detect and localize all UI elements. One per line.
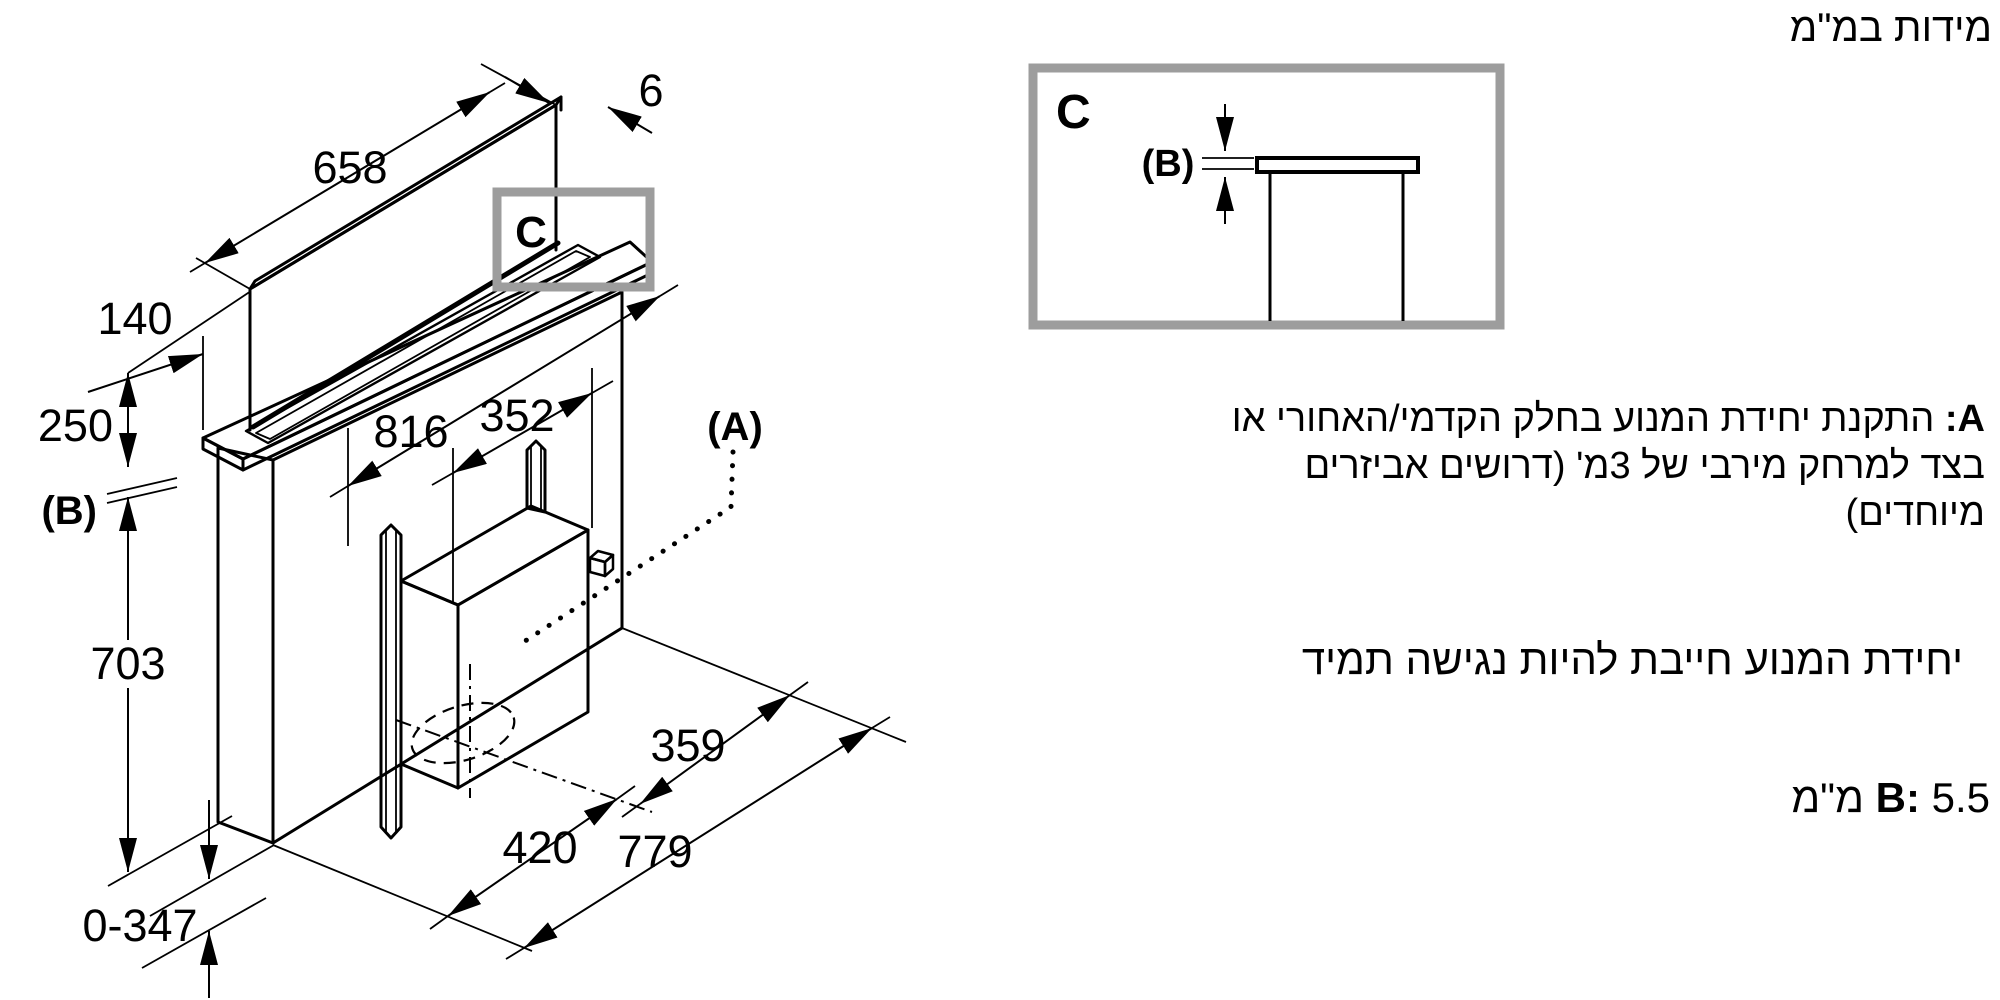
label-b: (B) — [41, 489, 97, 533]
detail-plate — [1257, 158, 1418, 172]
note-a-line3: מיוחדים) — [1845, 492, 1985, 534]
detail-c-box — [1033, 68, 1500, 325]
left-rail-lines — [386, 531, 396, 833]
connector-plug — [590, 551, 613, 576]
note-a-line2: בצד למרחק מירבי של 3מ' (דרושים אביזרים — [1304, 445, 1985, 487]
left-rail — [381, 525, 401, 838]
blower-centerlines — [396, 664, 652, 812]
detail-c-label: C — [1056, 86, 1091, 139]
dim-352: 352 — [479, 390, 555, 441]
note-b-value: 5.5 מ"מ — [1791, 774, 1990, 821]
page-title: מידות במ"מ — [1789, 6, 1992, 50]
top-plate-left-end — [203, 438, 243, 470]
note-a — [1232, 396, 1985, 537]
motor-box-top — [401, 506, 588, 605]
callout-c-label: C — [515, 208, 547, 257]
motor-box-front-left — [401, 581, 458, 788]
dimension-labels — [38, 65, 1194, 951]
detail-gap-label: (B) — [1141, 143, 1195, 185]
label-a: (A) — [707, 405, 763, 449]
dim-140: 140 — [97, 293, 173, 344]
dim-703: 703 — [90, 638, 166, 689]
detail-c-frame — [1033, 68, 1500, 325]
a-dotted-leader — [519, 452, 733, 645]
note-b — [1791, 774, 1990, 822]
dim-359: 359 — [650, 720, 726, 771]
note-a-label: A: — [1944, 398, 1985, 440]
dim-6: 6 — [638, 65, 664, 116]
note-b-label: B: — [1875, 774, 1920, 821]
note-motor-access: יחידת המנוע חייבת להיות נגישה תמיד — [1301, 636, 1963, 683]
right-rail-lines — [531, 447, 541, 511]
dim-816: 816 — [373, 406, 449, 457]
dim-250: 250 — [37, 400, 113, 451]
dimension-lines — [88, 77, 872, 998]
dim-0-347: 0-347 — [82, 900, 198, 951]
housing-left-face — [218, 448, 273, 843]
centerline-diagonal — [396, 720, 652, 812]
dim-658: 658 — [312, 142, 388, 193]
right-rail — [527, 441, 545, 512]
dim-779: 779 — [617, 826, 693, 877]
note-a-line1: התקנת יחידת המנוע בחלק הקדמי/האחורי או — [1231, 398, 1935, 440]
housing-front-face — [273, 292, 622, 843]
dim-420: 420 — [502, 822, 578, 873]
